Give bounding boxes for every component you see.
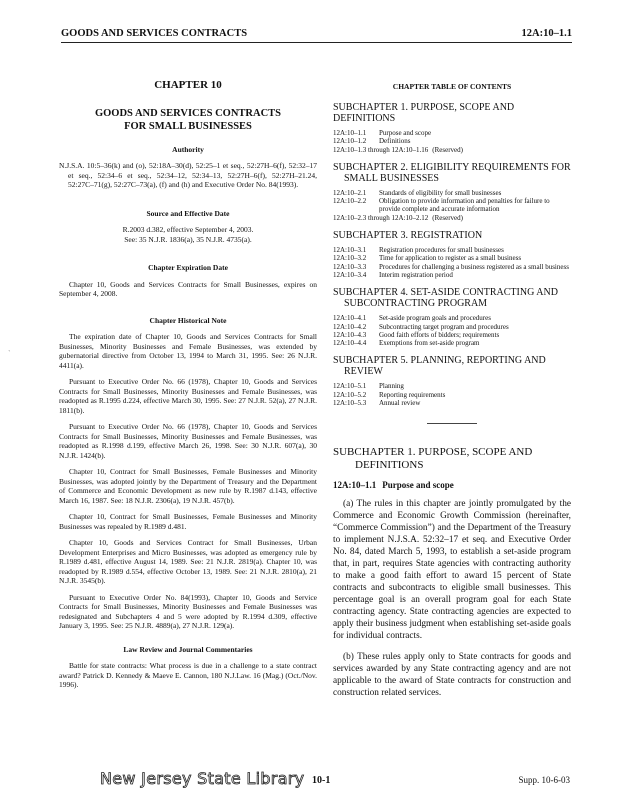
historical-note-heading: Chapter Historical Note — [149, 315, 227, 325]
paragraph-b: (b) These rules apply only to State contracts for goods and services awarded by any State contracting agency and are not applicable to the award of State contracts for construction and construction related services. — [333, 652, 571, 699]
toc-entry[interactable]: 12A:10–4.1 Set-aside program goals and procedures — [333, 314, 491, 323]
margin-mark: ` — [8, 349, 11, 358]
authority-text: N.J.S.A. 10:5–36(k) and (o), 52:18A–30(d), 52:25–1 et seq., 52:27H–6(f), 52:32–17 et seq., 52:34–6 et seq., 52:34–12, 52:34–13, 52:27H–6(f), 52:27H–21.24, 52:27C–71(g), 52:27C–73(a), (f) and (h) and Executive Order No. 84(1993). — [59, 161, 317, 189]
section-divider — [427, 423, 477, 424]
toc-subchapter-title: SUBCHAPTER 3. REGISTRATION — [333, 230, 483, 242]
header-section-number: 12A:10–1.1 — [521, 28, 572, 39]
historical-note-paragraph: Chapter 10, Contract for Small Businesses, Female Businesses and Minority Businesses was repealed by R.1989 d.481. — [59, 512, 317, 531]
right-column — [333, 52, 571, 708]
section-number: 12A:10–1.1 — [333, 480, 377, 491]
toc-heading: CHAPTER TABLE OF CONTENTS — [392, 82, 512, 91]
toc-entry[interactable]: 12A:10–2.3 through 12A:10–2.12 (Reserved) — [333, 213, 463, 222]
toc-entry[interactable]: 12A:10–1.3 through 12A:10–1.16 (Reserved) — [333, 145, 463, 154]
section-heading — [333, 480, 571, 490]
toc-entry[interactable]: 12A:10–5.1 Planning — [333, 382, 404, 391]
page-footer — [100, 769, 580, 794]
toc-entry[interactable]: 12A:10–1.2 Definitions — [333, 137, 411, 146]
toc-entry[interactable]: 12A:10–3.2 Time for application to register as a small business — [333, 254, 522, 263]
paragraph-a: (a) The rules in this chapter are jointly promulgated by the Commerce and Economic Growth Commission (hereinafter, “Commerce Commission”) and the Department of the Treasury to implement N.J.S.A. 52:32–17 et seq. and Executive Order No. 84, dated March 5, 1993, to establish a set-aside program that, in part, requires State agencies with contracting authority to make a good faith effort to award 15 percent of State contracts and subcontracts to eligible small businesses. This percentage goal is an overall program goal for each State contracting agency. State contracting agencies are expected to apply their business judgment when establishing set-aside goals for individual contracts. — [333, 499, 571, 642]
library-stamp: New Jersey State Library — [100, 769, 305, 788]
page-number: 10-1 — [312, 775, 331, 786]
running-header — [61, 28, 572, 43]
historical-note-paragraph: Chapter 10, Goods and Services Contract for Small Businesses, Urban Development Enterprises and Micro Businesses, was adopted as emergency rule by R.1989 d.481, effective August 14, 1989. See: 21 N.J.R. 2819(a). Chapter 10, was readopted by R.1989 d.554, effective October 13, 1989. See: 21 N.J.R. 2810(a), 21 N.J.R. 3545(b). — [59, 538, 317, 585]
source-heading: Source and Effective Date — [146, 208, 230, 218]
toc-entry[interactable]: 12A:10–4.3 Good faith efforts of bidders; requirements — [333, 330, 500, 339]
toc-entry[interactable]: 12A:10–5.3 Annual review — [333, 399, 421, 408]
subchapter-heading: SUBCHAPTER 1. PURPOSE, SCOPE AND DEFINITIONS — [333, 446, 533, 472]
toc-subchapter-title: SUBCHAPTER 2. ELIGIBILITY REQUIREMENTS FOR SMALL BUSINESSES — [333, 161, 571, 184]
toc-subchapter — [333, 287, 571, 347]
supplement-date: Supp. 10-6-03 — [518, 775, 570, 785]
toc-entry[interactable]: 12A:10–4.4 Exemptions from set-aside program — [333, 339, 480, 348]
chapter-title-line2: FOR SMALL BUSINESSES — [124, 120, 252, 132]
historical-note-paragraph: The expiration date of Chapter 10, Goods and Services Contracts for Small Businesses, Minority Businesses and Female Businesses, was extended by gubernatorial directive from October 13, 1994 to March 31, 1995. See: 26 N.J.R. 4411(a). — [59, 332, 317, 370]
chapter-title — [59, 107, 317, 133]
chapter-number: CHAPTER 10 — [154, 79, 222, 91]
source-line1: R.2003 d.382, effective September 4, 2003. — [122, 225, 254, 234]
historical-note-paragraph: Chapter 10, Contract for Small Businesses, Female Businesses and Minority Businesses, was adopted jointly by the Department of Treasury and the Department of Commerce and Economic Development as new rule by R.1987 d.143, effective March 16, 1987. See: 18 N.J.R. 2306(a), 19 N.J.R. 457(b). — [59, 467, 317, 505]
law-review-heading: Law Review and Journal Commentaries — [123, 644, 253, 654]
toc-entry[interactable]: 12A:10–2.1 Standards of eligibility for small businesses — [333, 188, 502, 197]
historical-note-paragraph: Pursuant to Executive Order No. 66 (1978), Chapter 10, Goods and Services Contracts for Small Businesses, Minority Businesses and Female Businesses, was readopted as R.1995 d.224, effective March 30, 1995. See: 27 N.J.R. 52(a), 27 N.J.R. 1811(b). — [59, 377, 317, 415]
toc-entry[interactable]: 12A:10–4.2 Subcontracting target program and procedures — [333, 322, 509, 331]
expiration-heading: Chapter Expiration Date — [148, 263, 228, 272]
chapter-title-line1: GOODS AND SERVICES CONTRACTS — [94, 107, 282, 119]
expiration-text: Chapter 10, Goods and Services Contracts for Small Businesses, expires on September 4, 2008. — [59, 279, 317, 298]
toc-subchapter-title: SUBCHAPTER 1. PURPOSE, SCOPE AND DEFINITIONS — [333, 102, 515, 124]
header-title: GOODS AND SERVICES CONTRACTS — [61, 28, 248, 39]
toc-entry[interactable]: 12A:10–3.3 Procedures for challenging a business registered as a small business — [333, 262, 569, 271]
historical-note-paragraph: Pursuant to Executive Order No. 84(1993), Chapter 10, Goods and Service Contracts for Small Businesses, Minority Businesses and Female Businesses was redesignated and Subchapters 4 and 5 were adopted by R.1994 d.309, effective January 3, 1995. See: 25 N.J.R. 4889(a), 27 N.J.R. 129(a). — [59, 592, 317, 630]
toc-subchapter — [333, 102, 571, 154]
left-column — [59, 60, 317, 697]
source-line2: See: 35 N.J.R. 1836(a), 35 N.J.R. 4735(a). — [124, 234, 252, 244]
toc-subchapter — [333, 355, 571, 407]
toc-subchapter — [333, 230, 571, 279]
toc-entry[interactable]: 12A:10–3.4 Interim registration period — [333, 270, 453, 279]
authority-heading: Authority — [172, 144, 204, 154]
toc-subchapter — [333, 162, 571, 222]
toc-entry[interactable]: 12A:10–2.2 Obligation to provide information and penalties for failure to provide complete and accurate information — [333, 197, 550, 214]
law-review-text: Battle for state contracts: What process is due in a challenge to a state contract award? Patrick D. Kennedy & Maeve E. Cannon, 180 N.J.Law. 16 (Mag.) (Oct./Nov. 1996). — [59, 661, 317, 689]
toc-entry[interactable]: 12A:10–5.2 Reporting requirements — [333, 390, 446, 399]
historical-note-paragraph: Pursuant to Executive Order No. 66 (1978), Chapter 10, Goods and Services Contracts for Small Businesses, Minority Businesses and Female Businesses, was readopted as R.1998 d.199, effective March 26, 1998. See: 30 N.J.R. 607(a), 30 N.J.R. 1424(b). — [59, 422, 317, 460]
section-title: Purpose and scope — [382, 480, 454, 491]
toc-entry[interactable]: 12A:10–3.1 Registration procedures for small businesses — [333, 246, 504, 255]
toc-subchapter-title: SUBCHAPTER 4. SET-ASIDE CONTRACTING AND SUBCONTRACTING PROGRAM — [333, 287, 558, 310]
toc-subchapter-title: SUBCHAPTER 5. PLANNING, REPORTING AND REVIEW — [333, 355, 546, 378]
toc-entry[interactable]: 12A:10–1.1 Purpose and scope — [333, 129, 432, 137]
